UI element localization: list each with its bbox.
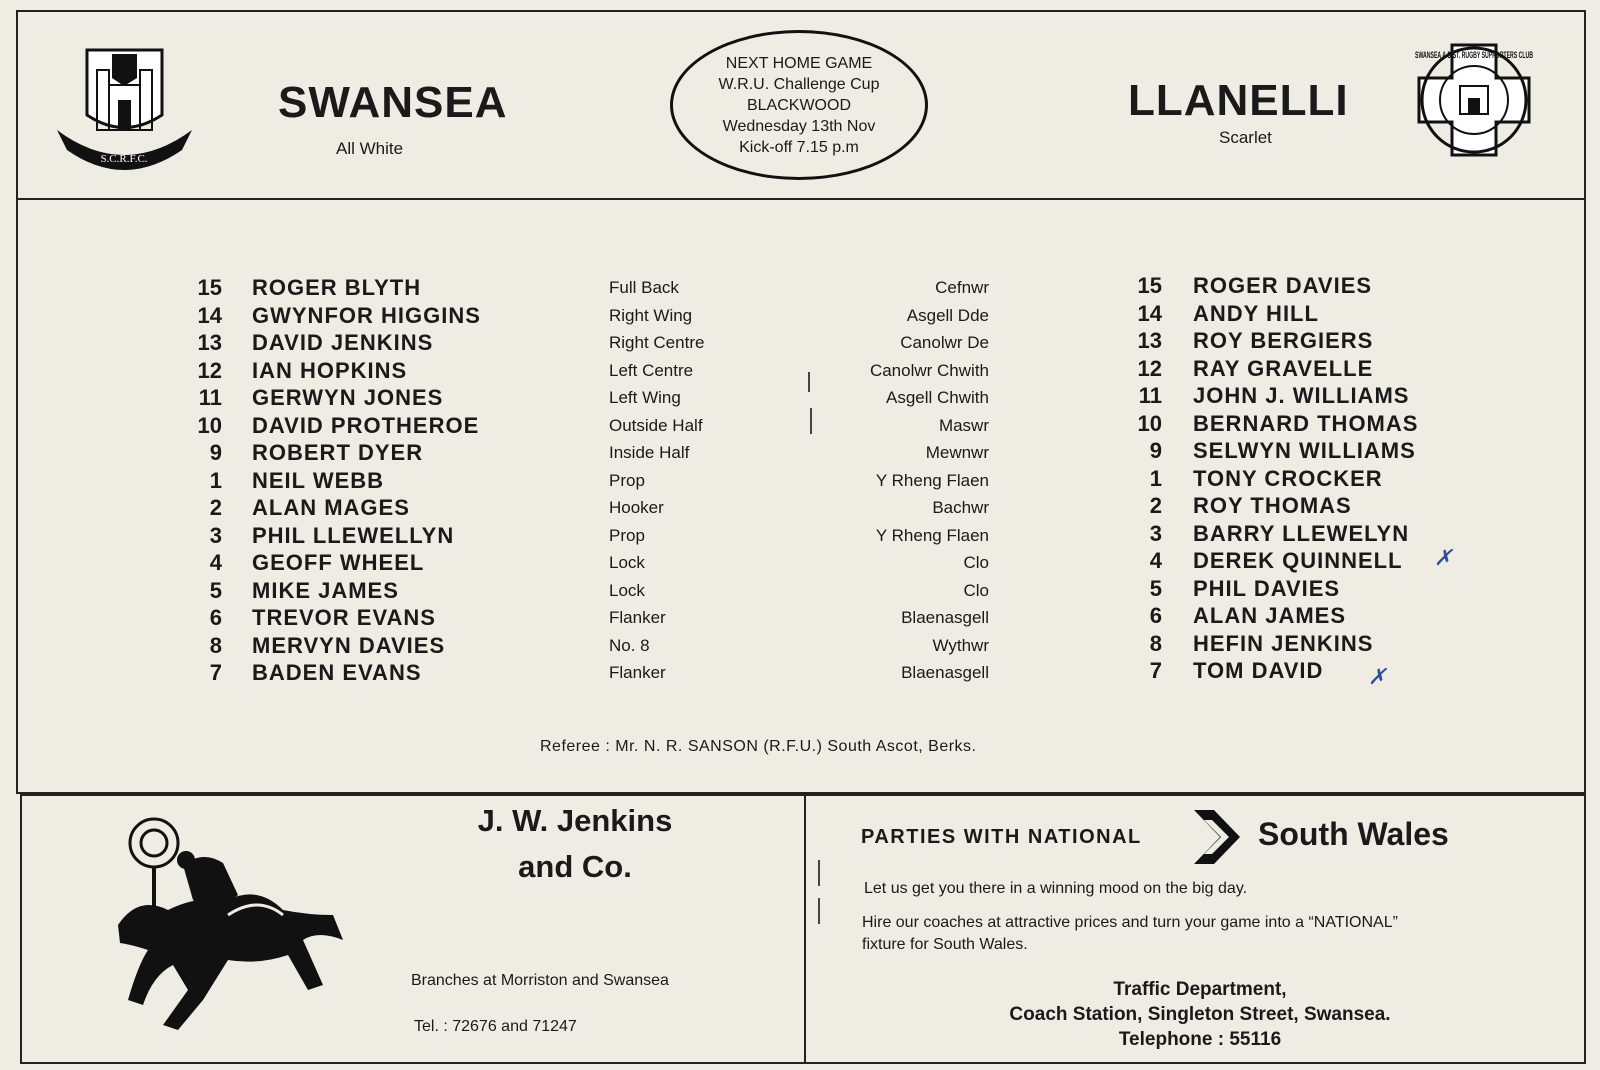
jenkins-title-line1: J. W. Jenkins bbox=[477, 803, 673, 838]
position-english: Outside Half bbox=[609, 416, 703, 435]
away-player-number: 9 bbox=[1149, 438, 1162, 463]
position-english: Inside Half bbox=[609, 443, 690, 462]
home-player-name: PHIL LLEWELLYN bbox=[252, 523, 455, 548]
away-player-number: 3 bbox=[1149, 521, 1162, 546]
jenkins-branches: Branches at Morriston and Swansea bbox=[411, 972, 669, 989]
national-slogan: Let us get you there in a winning mood on the big day. bbox=[864, 880, 1248, 897]
national-offer-line2: fixture for South Wales. bbox=[862, 936, 1028, 953]
home-player-name: GWYNFOR HIGGINS bbox=[252, 303, 481, 328]
home-player-number: 3 bbox=[209, 523, 222, 548]
away-team-colour: Scarlet bbox=[1219, 128, 1272, 147]
position-welsh: Blaenasgell bbox=[901, 608, 989, 627]
away-player-number: 13 bbox=[1137, 328, 1162, 353]
position-english: Left Centre bbox=[609, 361, 694, 380]
home-player-name: GEOFF WHEEL bbox=[252, 550, 425, 575]
position-english: Flanker bbox=[609, 608, 666, 627]
position-english: Prop bbox=[609, 526, 645, 545]
home-player-number: 9 bbox=[209, 440, 222, 465]
home-player-name: GERWYN JONES bbox=[252, 385, 444, 410]
position-english: Hooker bbox=[609, 498, 664, 517]
horse-and-jockey-icon bbox=[108, 815, 348, 1040]
away-player-number: 12 bbox=[1137, 356, 1162, 381]
home-player-name: ROBERT DYER bbox=[252, 440, 424, 465]
national-parties-heading: PARTIES WITH NATIONAL bbox=[861, 826, 1142, 848]
position-welsh: Y Rheng Flaen bbox=[875, 471, 989, 490]
home-player-name: DAVID JENKINS bbox=[252, 330, 434, 355]
next-game-date: Wednesday 13th Nov bbox=[722, 117, 876, 135]
position-welsh: Bachwr bbox=[932, 498, 989, 517]
swansea-crest-icon bbox=[52, 40, 197, 170]
away-player-name: ALAN JAMES bbox=[1193, 603, 1347, 628]
position-welsh: Cefnwr bbox=[935, 278, 989, 297]
home-player-number: 11 bbox=[198, 385, 222, 410]
pen-mark: ✗ bbox=[1368, 664, 1387, 689]
staple-mark bbox=[808, 372, 810, 392]
away-player-name: HEFIN JENKINS bbox=[1193, 631, 1374, 656]
position-welsh: Blaenasgell bbox=[901, 663, 989, 682]
home-player-number: 10 bbox=[197, 413, 222, 438]
away-player-name: RAY GRAVELLE bbox=[1193, 356, 1374, 381]
position-welsh: Asgell Dde bbox=[906, 306, 989, 325]
position-welsh: Clo bbox=[963, 581, 989, 600]
traffic-department bbox=[900, 977, 1500, 1052]
home-player-name: ROGER BLYTH bbox=[252, 275, 422, 300]
pen-mark: ✗ bbox=[1434, 545, 1453, 570]
away-player-number: 2 bbox=[1149, 493, 1162, 518]
home-player-number: 2 bbox=[209, 495, 222, 520]
staple-mark bbox=[810, 408, 812, 434]
home-player-number: 1 bbox=[209, 468, 222, 493]
position-english: Lock bbox=[609, 553, 645, 572]
traffic-dept-name: Traffic Department, bbox=[1113, 979, 1287, 1000]
away-player-number: 5 bbox=[1149, 576, 1162, 601]
home-player-number: 4 bbox=[209, 550, 222, 575]
position-welsh: Maswr bbox=[938, 416, 989, 435]
position-welsh: Mewnwr bbox=[925, 443, 989, 462]
home-team-name: SWANSEA bbox=[278, 78, 508, 127]
home-player-name: DAVID PROTHEROE bbox=[252, 413, 480, 438]
position-english: Flanker bbox=[609, 663, 666, 682]
home-player-number: 5 bbox=[209, 578, 222, 603]
position-english: Left Wing bbox=[609, 388, 681, 407]
away-player-number: 4 bbox=[1149, 548, 1162, 573]
position-english: Full Back bbox=[609, 278, 679, 297]
away-player-number: 8 bbox=[1149, 631, 1162, 656]
away-player-number: 15 bbox=[1137, 273, 1162, 298]
away-team-name: LLANELLI bbox=[1128, 76, 1349, 125]
staple-mark bbox=[818, 860, 820, 886]
next-game-competition: W.R.U. Challenge Cup bbox=[718, 75, 880, 93]
traffic-dept-address: Coach Station, Singleton Street, Swansea. bbox=[1009, 1004, 1391, 1025]
position-english: Right Centre bbox=[609, 333, 705, 352]
home-player-name: TREVOR EVANS bbox=[252, 605, 436, 630]
home-player-number: 15 bbox=[197, 275, 222, 300]
jenkins-telephone: Tel. : 72676 and 71247 bbox=[414, 1018, 577, 1035]
home-player-name: NEIL WEBB bbox=[252, 468, 385, 493]
national-brand-name: South Wales bbox=[1258, 816, 1449, 852]
away-player-name: SELWYN WILLIAMS bbox=[1193, 438, 1416, 463]
away-player-number: 1 bbox=[1149, 466, 1162, 491]
home-team-colour: All White bbox=[336, 139, 404, 158]
home-player-number: 12 bbox=[197, 358, 222, 383]
national-offer-line1: Hire our coaches at attractive prices and turn your game into a “NATIONAL” bbox=[862, 914, 1398, 931]
position-welsh: Wythwr bbox=[932, 636, 989, 655]
next-home-game-notice bbox=[670, 30, 928, 180]
svg-text:S.C.R.F.C.: S.C.R.F.C. bbox=[100, 153, 148, 165]
position-welsh: Clo bbox=[963, 553, 989, 572]
staple-mark bbox=[818, 898, 820, 924]
national-chevron-logo-icon bbox=[1192, 808, 1252, 866]
next-game-heading: NEXT HOME GAME bbox=[725, 54, 873, 72]
home-player-name: BADEN EVANS bbox=[252, 660, 422, 685]
away-player-name: ROY THOMAS bbox=[1193, 493, 1352, 518]
position-english: No. 8 bbox=[609, 636, 650, 655]
supporters-club-badge-icon bbox=[1404, 28, 1544, 173]
home-player-name: ALAN MAGES bbox=[252, 495, 410, 520]
traffic-dept-telephone: Telephone : 55116 bbox=[1118, 1029, 1282, 1050]
home-player-number: 14 bbox=[197, 303, 222, 328]
position-welsh: Asgell Chwith bbox=[886, 388, 989, 407]
position-welsh: Y Rheng Flaen bbox=[875, 526, 989, 545]
home-player-number: 7 bbox=[209, 660, 222, 685]
away-player-name: TOM DAVID bbox=[1193, 658, 1324, 683]
away-player-name: ROGER DAVIES bbox=[1193, 273, 1373, 298]
away-player-name: BARRY LLEWELYN bbox=[1193, 521, 1410, 546]
home-player-number: 13 bbox=[197, 330, 222, 355]
away-player-name: JOHN J. WILLIAMS bbox=[1193, 383, 1410, 408]
home-player-name: IAN HOPKINS bbox=[252, 358, 408, 383]
home-player-number: 8 bbox=[209, 633, 222, 658]
referee-line: Referee : Mr. N. R. SANSON (R.F.U.) South Ascot, Berks. bbox=[540, 738, 977, 755]
away-player-name: DEREK QUINNELL bbox=[1193, 548, 1403, 573]
position-welsh: Canolwr De bbox=[900, 333, 989, 352]
away-player-name: BERNARD THOMAS bbox=[1193, 411, 1419, 436]
away-player-name: PHIL DAVIES bbox=[1193, 576, 1341, 601]
away-player-number: 6 bbox=[1149, 603, 1162, 628]
home-player-name: MERVYN DAVIES bbox=[252, 633, 446, 658]
away-player-number: 14 bbox=[1137, 301, 1162, 326]
home-player-number: 6 bbox=[209, 605, 222, 630]
away-player-name: ANDY HILL bbox=[1193, 301, 1319, 326]
away-player-number: 11 bbox=[1138, 383, 1162, 408]
position-english: Right Wing bbox=[609, 306, 693, 325]
away-player-number: 10 bbox=[1137, 411, 1162, 436]
away-player-name: ROY BERGIERS bbox=[1193, 328, 1374, 353]
position-english: Prop bbox=[609, 471, 645, 490]
away-player-number: 7 bbox=[1149, 658, 1162, 683]
position-welsh: Canolwr Chwith bbox=[869, 361, 989, 380]
svg-text:SWANSEA & DIST. RUGBY SUPPORTE: SWANSEA & DIST. RUGBY SUPPORTERS CLUB bbox=[1415, 50, 1534, 60]
position-english: Lock bbox=[609, 581, 645, 600]
jenkins-title-line2: and Co. bbox=[518, 849, 632, 884]
home-player-name: MIKE JAMES bbox=[252, 578, 399, 603]
next-game-kickoff: Kick-off 7.15 p.m bbox=[739, 138, 859, 156]
next-game-opponent: BLACKWOOD bbox=[746, 96, 851, 114]
away-player-name: TONY CROCKER bbox=[1193, 466, 1383, 491]
